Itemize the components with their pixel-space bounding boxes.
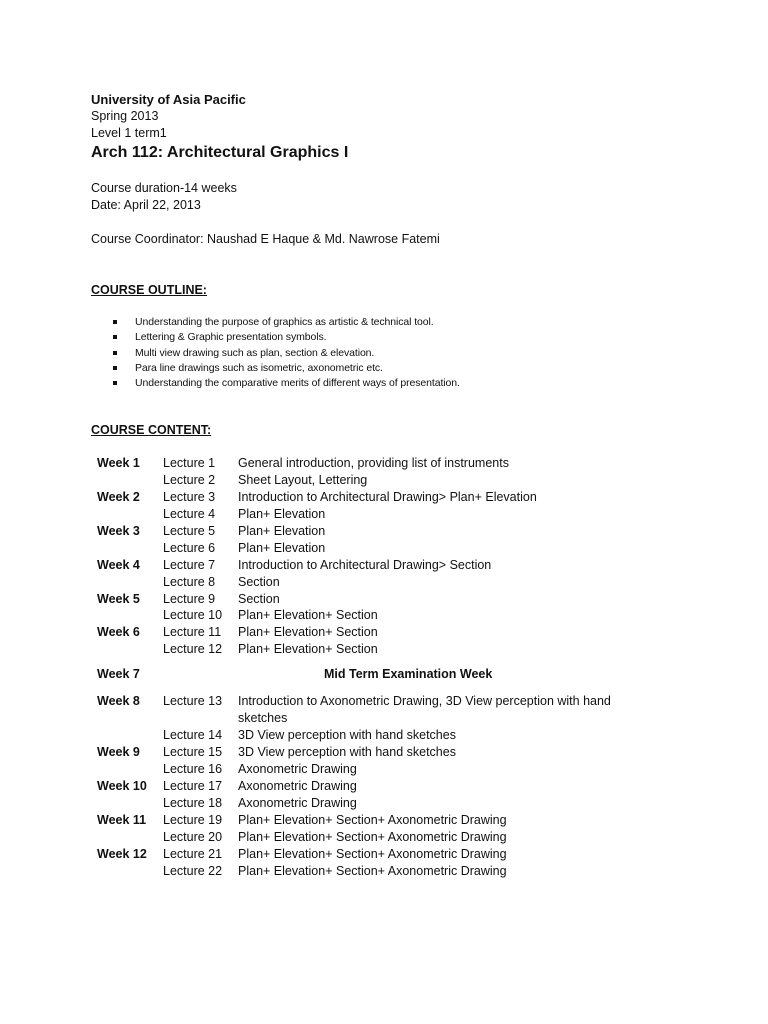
outline-item — [113, 346, 460, 361]
course-title: Arch 112: Architectural Graphics I — [91, 144, 349, 161]
lecture-topic: Plan+ Elevation+ Section+ Axonometric Drawing — [238, 812, 507, 827]
lecture-topic: Introduction to Architectural Drawing> Section — [238, 557, 492, 572]
week-label: Week 9 — [97, 745, 140, 760]
schedule-row — [97, 557, 657, 574]
lecture-label: Lecture 16 — [163, 761, 223, 776]
bullet-icon — [113, 351, 117, 355]
lecture-topic: Plan+ Elevation — [238, 506, 326, 521]
course-schedule — [97, 455, 657, 880]
schedule-row — [97, 641, 657, 658]
lecture-label: Lecture 17 — [163, 778, 223, 793]
schedule-row — [97, 744, 657, 761]
lecture-label: Lecture 5 — [163, 523, 216, 538]
lecture-label: Lecture 2 — [163, 472, 216, 487]
schedule-row — [97, 591, 657, 608]
lecture-topic: Introduction to Axonometric Drawing, 3D View perception with hand sketches — [238, 694, 611, 726]
schedule-row — [97, 846, 657, 863]
schedule-row — [97, 778, 657, 795]
lecture-topic: Plan+ Elevation+ Section+ Axonometric Drawing — [238, 863, 507, 878]
bullet-icon — [113, 335, 117, 339]
schedule-row — [97, 489, 657, 506]
week-label: Week 12 — [97, 846, 147, 861]
course-meta — [91, 180, 237, 214]
lecture-label: Lecture 14 — [163, 728, 223, 743]
lecture-label: Lecture 8 — [163, 574, 216, 589]
outline-item — [113, 376, 460, 391]
lecture-topic: Sheet Layout, Lettering — [238, 472, 368, 487]
bullet-icon — [113, 381, 117, 385]
schedule-row — [97, 693, 657, 727]
schedule-row — [97, 506, 657, 523]
lecture-topic: Axonometric Drawing — [238, 761, 357, 776]
outline-item — [113, 330, 460, 345]
course-date: Date: April 22, 2013 — [91, 198, 201, 212]
week-label: Week 10 — [97, 778, 147, 793]
lecture-label: Lecture 20 — [163, 829, 223, 844]
week-label: Week 6 — [97, 625, 140, 640]
week-label: Week 1 — [97, 456, 140, 470]
university-name: University of Asia Pacific — [91, 92, 246, 107]
lecture-topic: Plan+ Elevation — [238, 523, 326, 538]
lecture-label: Lecture 4 — [163, 506, 216, 521]
schedule-row — [97, 523, 657, 540]
lecture-label: Lecture 3 — [163, 489, 216, 504]
lecture-label: Lecture 6 — [163, 540, 216, 555]
lecture-label: Lecture 7 — [163, 557, 216, 572]
lecture-label: Lecture 15 — [163, 745, 223, 760]
week-label: Week 2 — [97, 489, 140, 504]
schedule-row — [97, 863, 657, 880]
outline-item-text: Understanding the purpose of graphics as artistic & technical tool. — [135, 316, 434, 328]
week-label: Week 4 — [97, 557, 140, 572]
lecture-topic: 3D View perception with hand sketches — [238, 728, 456, 743]
week-label: Week 5 — [97, 591, 140, 606]
lecture-topic: Plan+ Elevation+ Section+ Axonometric Drawing — [238, 846, 507, 861]
week-label: Week 8 — [97, 694, 140, 709]
midterm-row — [97, 666, 657, 683]
lecture-topic: Plan+ Elevation+ Section+ Axonometric Drawing — [238, 829, 507, 844]
midterm-label: Mid Term Examination Week — [324, 667, 493, 682]
lecture-topic: Section — [238, 574, 280, 589]
semester: Spring 2013 — [91, 109, 159, 123]
document-header — [91, 91, 711, 164]
week-label: Week 11 — [97, 812, 147, 827]
lecture-label: Lecture 12 — [163, 642, 223, 657]
schedule-row — [97, 574, 657, 591]
course-outline-list — [113, 315, 460, 391]
outline-item-text: Multi view drawing such as plan, section & elevation. — [135, 346, 375, 359]
lecture-topic: Introduction to Architectural Drawing> Plan+ Elevation — [238, 489, 537, 504]
schedule-row — [97, 624, 657, 641]
lecture-label: Lecture 18 — [163, 795, 223, 810]
lecture-label: Lecture 13 — [163, 694, 223, 709]
outline-item-text: Lettering & Graphic presentation symbols. — [135, 331, 327, 344]
course-outline-heading: COURSE OUTLINE: — [91, 283, 207, 297]
lecture-label: Lecture 9 — [163, 591, 216, 606]
lecture-label: Lecture 21 — [163, 846, 223, 861]
lecture-topic: Plan+ Elevation+ Section — [238, 608, 378, 623]
course-coordinator: Course Coordinator: Naushad E Haque & Md. Nawrose Fatemi — [91, 232, 440, 246]
schedule-row — [97, 455, 657, 472]
lecture-topic: Axonometric Drawing — [238, 795, 357, 810]
outline-item — [113, 361, 460, 376]
outline-item-text: Understanding the comparative merits of different ways of presentation. — [135, 377, 460, 390]
lecture-topic: 3D View perception with hand sketches — [238, 745, 456, 760]
lecture-topic: Axonometric Drawing — [238, 778, 357, 793]
lecture-label: Lecture 10 — [163, 608, 223, 623]
lecture-label: Lecture 22 — [163, 863, 223, 878]
lecture-label: Lecture 1 — [163, 456, 216, 470]
week-label: Week 7 — [97, 667, 140, 682]
lecture-topic: Section — [238, 591, 280, 606]
bullet-icon — [113, 320, 117, 324]
lecture-label: Lecture 11 — [163, 625, 222, 640]
outline-item — [113, 315, 460, 330]
lecture-label: Lecture 19 — [163, 812, 223, 827]
schedule-row — [97, 607, 657, 624]
schedule-row — [97, 812, 657, 829]
course-content-heading: COURSE CONTENT: — [91, 423, 212, 437]
week-label: Week 3 — [97, 523, 140, 538]
bullet-icon — [113, 366, 117, 370]
lecture-topic: Plan+ Elevation — [238, 540, 326, 555]
schedule-row — [97, 761, 657, 778]
lecture-topic: Plan+ Elevation+ Section — [238, 625, 378, 640]
level-term: Level 1 term1 — [91, 125, 167, 140]
schedule-row — [97, 829, 657, 846]
outline-item-text: Para line drawings such as isometric, axonometric etc. — [135, 361, 383, 374]
lecture-topic: General introduction, providing list of instruments — [238, 456, 509, 470]
schedule-row — [97, 540, 657, 557]
schedule-row — [97, 472, 657, 489]
schedule-row — [97, 727, 657, 744]
course-duration: Course duration-14 weeks — [91, 181, 237, 195]
schedule-row — [97, 795, 657, 812]
lecture-topic: Plan+ Elevation+ Section — [238, 642, 378, 657]
